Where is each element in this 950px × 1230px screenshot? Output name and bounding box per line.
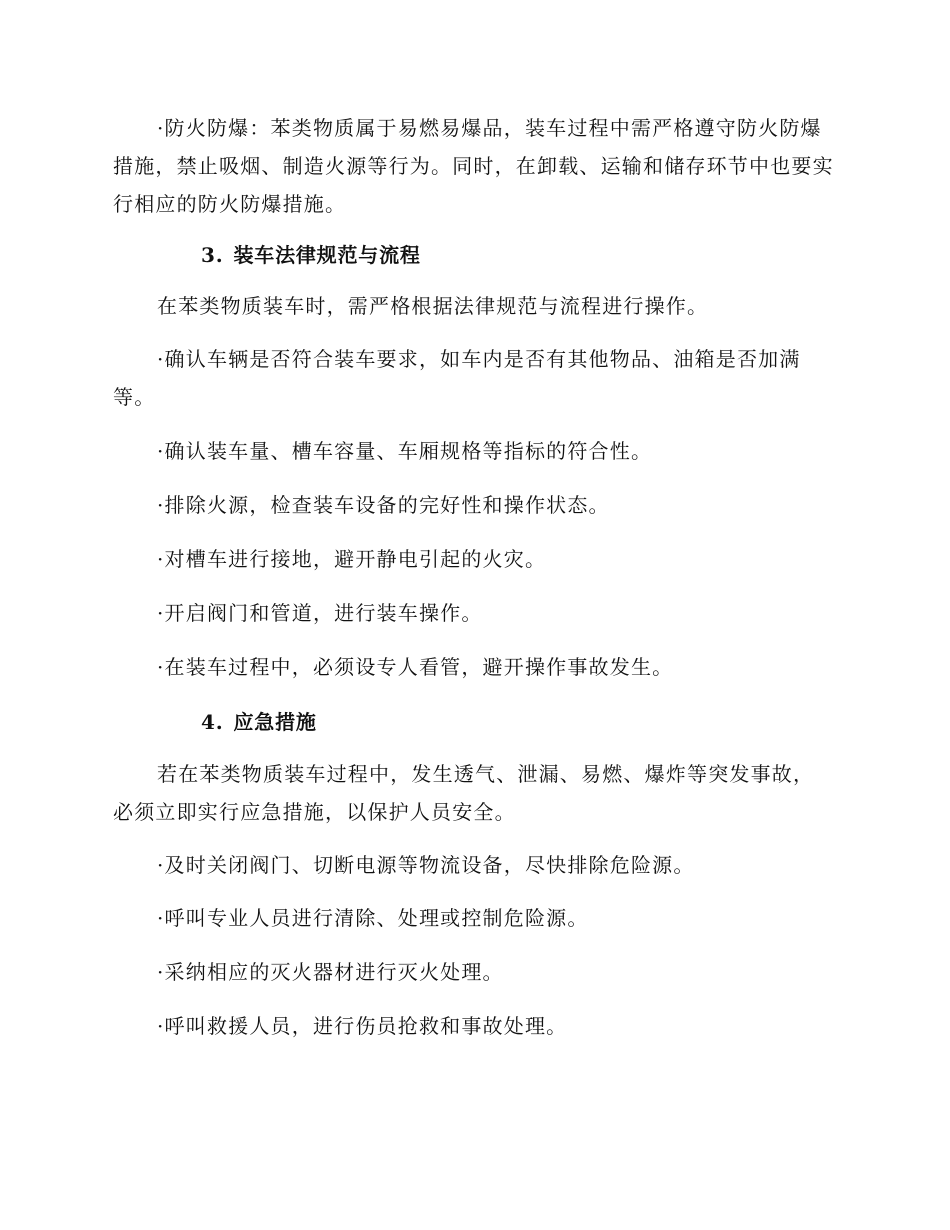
section-title-4: 应急措施 [233, 710, 317, 734]
list-item: ·开启阀门和管道，进行装车操作。 [157, 601, 483, 625]
list-item: ·呼叫救援人员，进行伤员抢救和事故处理。 [157, 1014, 568, 1038]
section3-intro: 在苯类物质装车时，需严格根据法律规范与流程进行操作。 [157, 294, 709, 318]
paragraph-fire-explosion-prevention: ·防火防爆：苯类物质属于易燃易爆品，装车过程中需严格遵守防火防爆措施，禁止吸烟、制造火源等行为。同时，在卸载、运输和储存环节中也要实行相应的防火防爆措施。 [113, 116, 834, 216]
section4-intro: 若在苯类物质装车过程中，发生透气、泄漏、易燃、爆炸等突发事故，必须立即实行应急措施，以保护人员安全。 [113, 762, 815, 824]
section-number-3: 3. [201, 243, 224, 267]
list-item: ·确认车辆是否符合装车要求，如车内是否有其他物品、油箱是否加满等。 [113, 347, 801, 409]
list-item: ·对槽车进行接地，避开静电引起的火灾。 [157, 547, 547, 571]
section-number-4: 4. [201, 710, 224, 734]
list-item: ·在装车过程中，必须设专人看管，避开操作事故发生。 [157, 655, 674, 679]
section-heading-4 [113, 703, 835, 741]
list-item: ·呼叫专业人员进行清除、处理或控制危险源。 [157, 906, 589, 930]
section-title-3: 装车法律规范与流程 [233, 243, 421, 267]
list-item: ·排除火源，检查装车设备的完好性和操作状态。 [157, 493, 610, 517]
list-item: ·确认装车量、槽车容量、车厢规格等指标的符合性。 [157, 439, 653, 463]
list-item: ·及时关闭阀门、切断电源等物流设备，尽快排除危险源。 [157, 853, 695, 877]
section-heading-3 [113, 236, 835, 274]
list-item: ·采纳相应的灭火器材进行灭火处理。 [157, 960, 504, 984]
